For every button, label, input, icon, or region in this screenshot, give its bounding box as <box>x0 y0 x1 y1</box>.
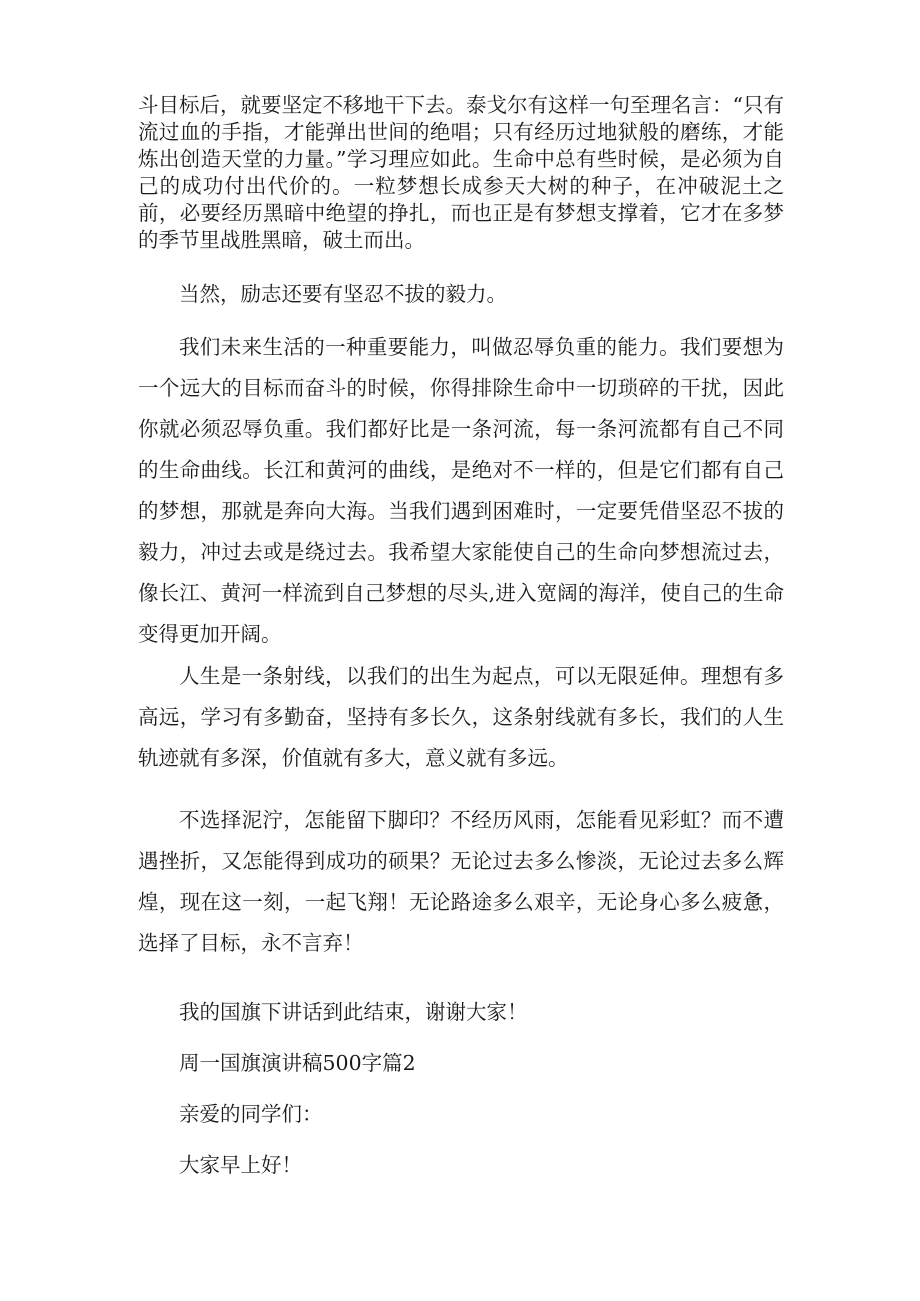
paragraph-perseverance: 当然，励志还要有坚忍不拔的毅力。 <box>179 282 507 306</box>
paragraph-closing: 我的国旗下讲话到此结束，谢谢大家！ <box>179 1000 528 1024</box>
paragraph-endurance: 我们未来生活的一种重要能力，叫做忍辱负重的能力。我们要想为一个远大的目标而奋斗的时候，你得排除生命中一切琐碎的干扰，因此你就必须忍辱负重。我们都好比是一条河流，每一条河流都有自己不同的生命曲线。长江和黄河的曲线，是绝对不一样的，但是它们都有自己的梦想，那就是奔向大海。当我们遇到困难时，一定要凭借坚忍不拔的毅力，冲过去或是绕过去。我希望大家能使自己的生命向梦想流过去，像长江、黄河一样流到自己梦想的尽头,进入宽阔的海洋，使自己的生命变得更加开阔。 <box>138 335 784 646</box>
section-heading: 周一国旗演讲稿500字篇2 <box>179 1051 416 1075</box>
paragraph-no-giving-up: 不选择泥泞，怎能留下脚印？不经历风雨，怎能看见彩虹？而不遭遇挫折，又怎能得到成功的硕果？无论过去多么惨淡，无论过去多么辉煌，现在这一刻，一起飞翔！无论路途多么艰辛，无论身心多么疲惫，选择了目标，永不言弃！ <box>138 808 784 955</box>
paragraph-ray-of-life: 人生是一条射线，以我们的出生为起点，可以无限延伸。理想有多高远，学习有多勤奋，坚持有多长久，这条射线就有多长，我们的人生轨迹就有多深，价值就有多大，意义就有多远。 <box>138 664 784 770</box>
paragraph-continuation: 斗目标后，就要坚定不移地干下去。泰戈尔有这样一句至理名言：“只有流过血的手指，才能弹出世间的绝唱；只有经历过地狱般的磨练，才能炼出创造天堂的力量。”学习理应如此。生命中总有些时候，是必须为自己的成功付出代价的。一粒梦想长成参天大树的种子，在冲破泥土之前，必要经历黑暗中绝望的挣扎，而也正是有梦想支撑着，它才在多梦的季节里战胜黑暗，破土而出。 <box>138 93 784 252</box>
greeting: 大家早上好！ <box>179 1153 302 1177</box>
salutation: 亲爱的同学们： <box>179 1102 323 1126</box>
